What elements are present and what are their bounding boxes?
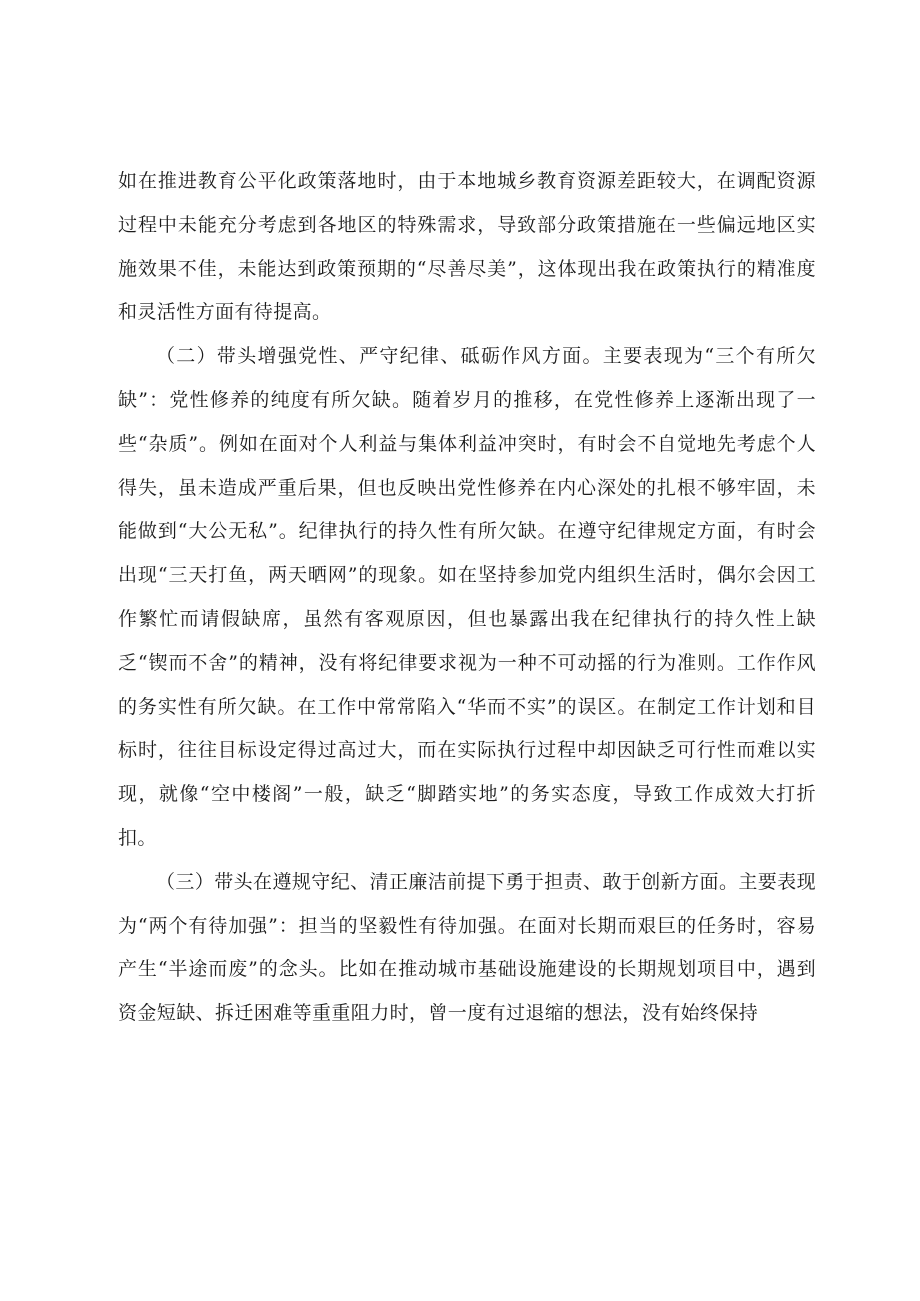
document-body [118,160,816,1036]
paragraph-continuation: 如在推进教育公平化政策落地时，由于本地城乡教育资源差距较大，在调配资源过程中未能充分考虑到各地区的特殊需求，导致部分政策措施在一些偏远地区实施效果不佳，未能达到政策预期的“尽善尽美”，这体现出我在政策执行的精准度和灵活性方面有待提高。 [118,170,816,324]
paragraph-section-two: （二）带头增强党性、严守纪律、砥砺作风方面。主要表现为“三个有所欠缺”：党性修养的纯度有所欠缺。随着岁月的推移，在党性修养上逐渐出现了一些“杂质”。例如在面对个人利益与集体利益冲突时，有时会不自觉地先考虑个人得失，虽未造成严重后果，但也反映出党性修养在内心深处的扎根不够牢固，未能做到“大公无私”。纪律执行的持久性有所欠缺。在遵守纪律规定方面，有时会出现“三天打鱼，两天晒网”的现象。如在坚持参加党内组织生活时，偶尔会因工作繁忙而请假缺席，虽然有客观原因，但也暴露出我在纪律执行的持久性上缺乏“锲而不舍”的精神，没有将纪律要求视为一种不可动摇的行为准则。工作作风的务实性有所欠缺。在工作中常常陷入“华而不实”的误区。在制定工作计划和目标时，往往目标设定得过高过大，而在实际执行过程中却因缺乏可行性而难以实现，就像“空中楼阁”一般，缺乏“脚踏实地”的务实态度，导致工作成效大打折扣。 [118,345,816,849]
paragraph-section-three: （三）带头在遵规守纪、清正廉洁前提下勇于担责、敢于创新方面。主要表现为“两个有待加强”：担当的坚毅性有待加强。在面对长期而艰巨的任务时，容易产生“半途而废”的念头。比如在推动城市基础设施建设的长期规划项目中，遇到资金短缺、拆迁困难等重重阻力时，曾一度有过退缩的想法，没有始终保持 [118,870,816,1025]
